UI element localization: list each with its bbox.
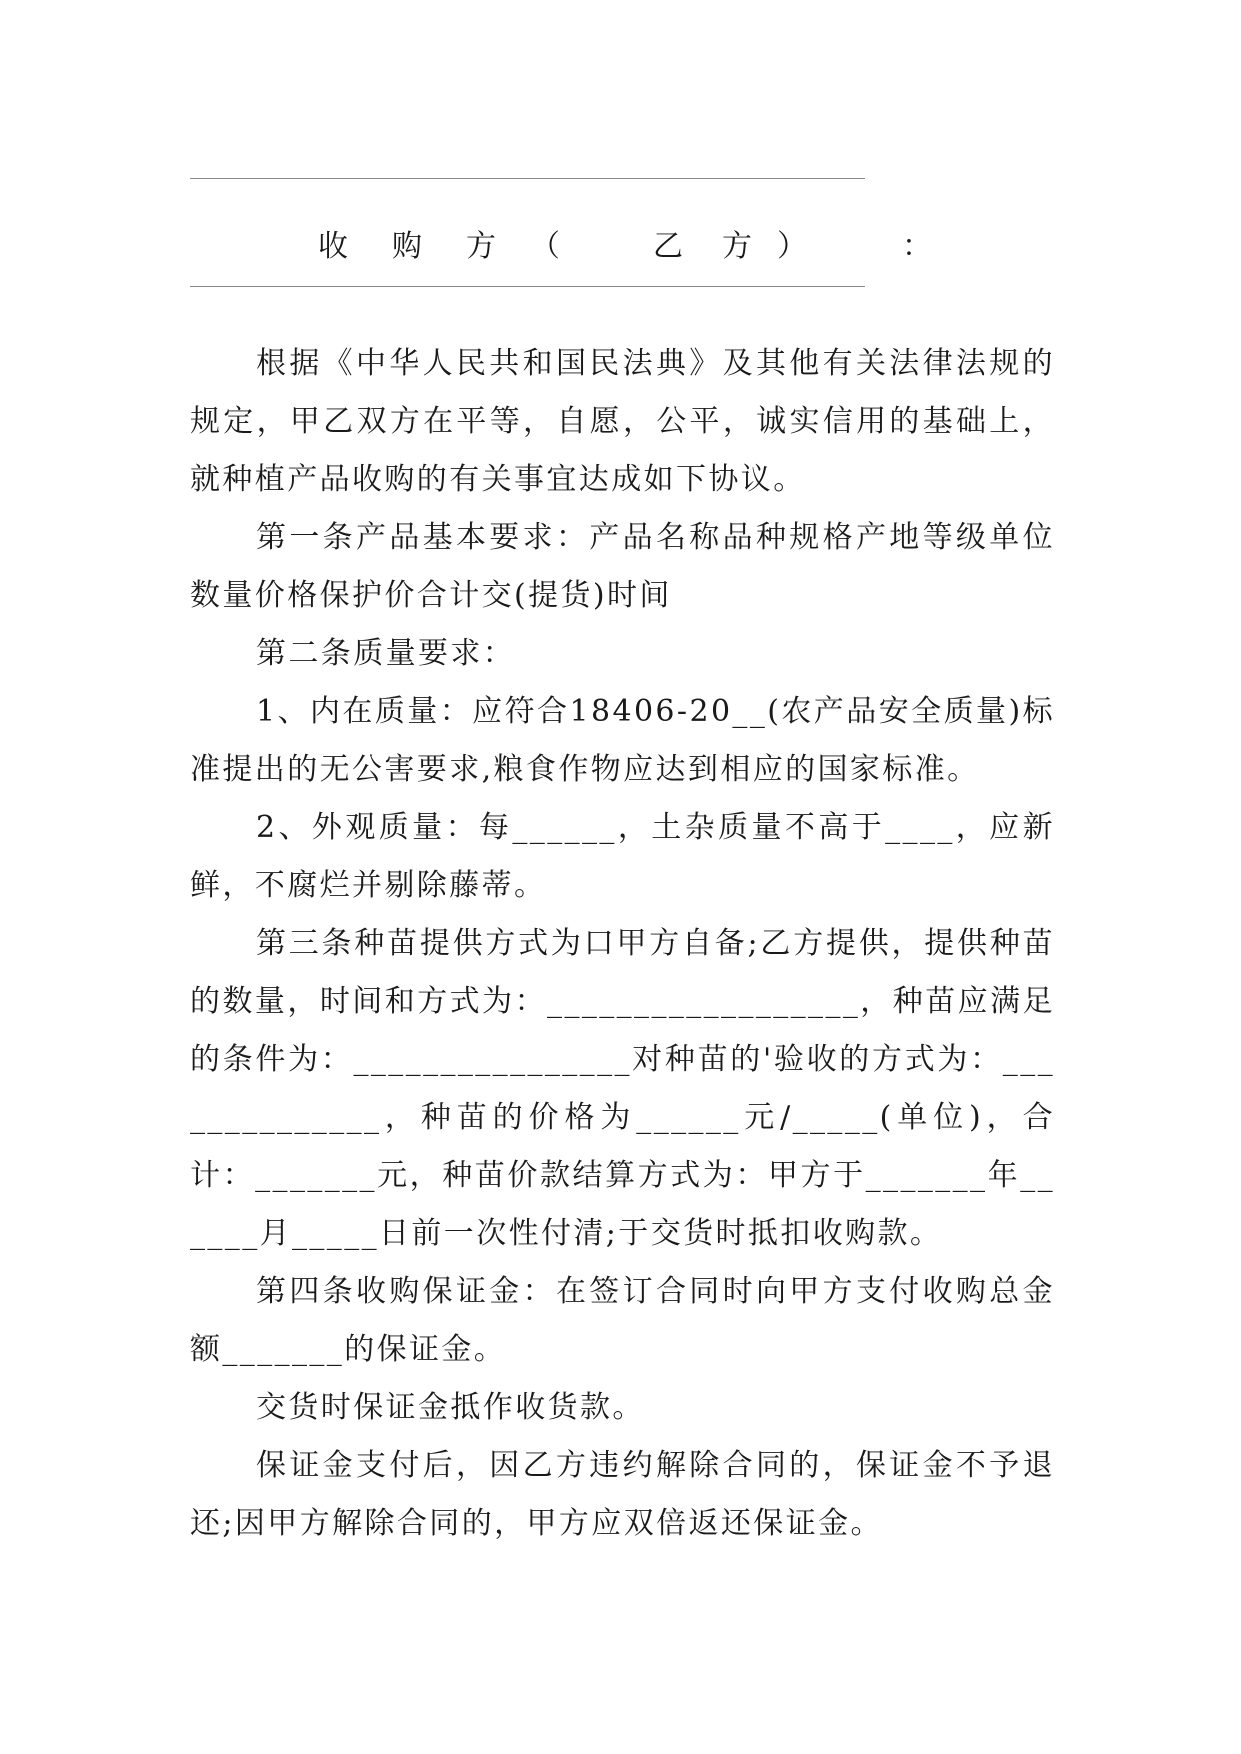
article-4-paragraph: 第四条收购保证金：在签订合同时向甲方支付收购总金额_______的保证金。 xyxy=(190,1274,1055,1367)
article-2-item-2: 2、外观质量：每______，土杂质量不高于____，应新鲜，不腐烂并剔除藤蒂。 xyxy=(190,810,1055,903)
fill-in-line-top xyxy=(190,178,865,179)
article-2-heading: 第二条质量要求： xyxy=(256,636,516,671)
buyer-char: ） xyxy=(777,229,807,264)
article-1-paragraph: 第一条产品基本要求：产品名称品种规格产地等级单位数量价格保护价合计交(提货)时间 xyxy=(190,520,1055,613)
buyer-char: ： xyxy=(902,229,932,264)
buyer-char: 购 xyxy=(392,229,422,264)
buyer-char: 收 xyxy=(318,229,348,264)
deposit-offset-paragraph: 交货时保证金抵作收货款。 xyxy=(256,1390,645,1425)
deposit-refund-paragraph: 保证金支付后，因乙方违约解除合同的，保证金不予退还;因甲方解除合同的，甲方应双倍返还保证金。 xyxy=(190,1448,1055,1541)
contract-body xyxy=(190,335,1055,1553)
buyer-char: 方 xyxy=(722,229,752,264)
buyer-party-line xyxy=(190,225,1055,269)
preamble-paragraph: 根据《中华人民共和国民法典》及其他有关法律法规的规定，甲乙双方在平等，自愿，公平，诚实信用的基础上，就种植产品收购的有关事宜达成如下协议。 xyxy=(190,346,1055,497)
buyer-char: （ xyxy=(530,229,560,264)
article-3-paragraph: 第三条种苗提供方式为口甲方自备;乙方提供，提供种苗的数量，时间和方式为：__________________，种苗应满足的条件为：________________对种苗的'验收的方式为：______________，种苗的价格为______元/_____(单位)，合计：_______元，种苗价款结算方式为：甲方于_______年______月_____日前一次性付清;于交货时抵扣收购款。 xyxy=(190,926,1055,1251)
fill-in-line-bottom xyxy=(190,286,865,287)
buyer-char: 乙 xyxy=(653,229,683,264)
article-2-item-1: 1、内在质量：应符合18406-20__(农产品安全质量)标准提出的无公害要求,粮食作物应达到相应的国家标准。 xyxy=(190,694,1055,787)
buyer-char: 方 xyxy=(466,229,496,264)
